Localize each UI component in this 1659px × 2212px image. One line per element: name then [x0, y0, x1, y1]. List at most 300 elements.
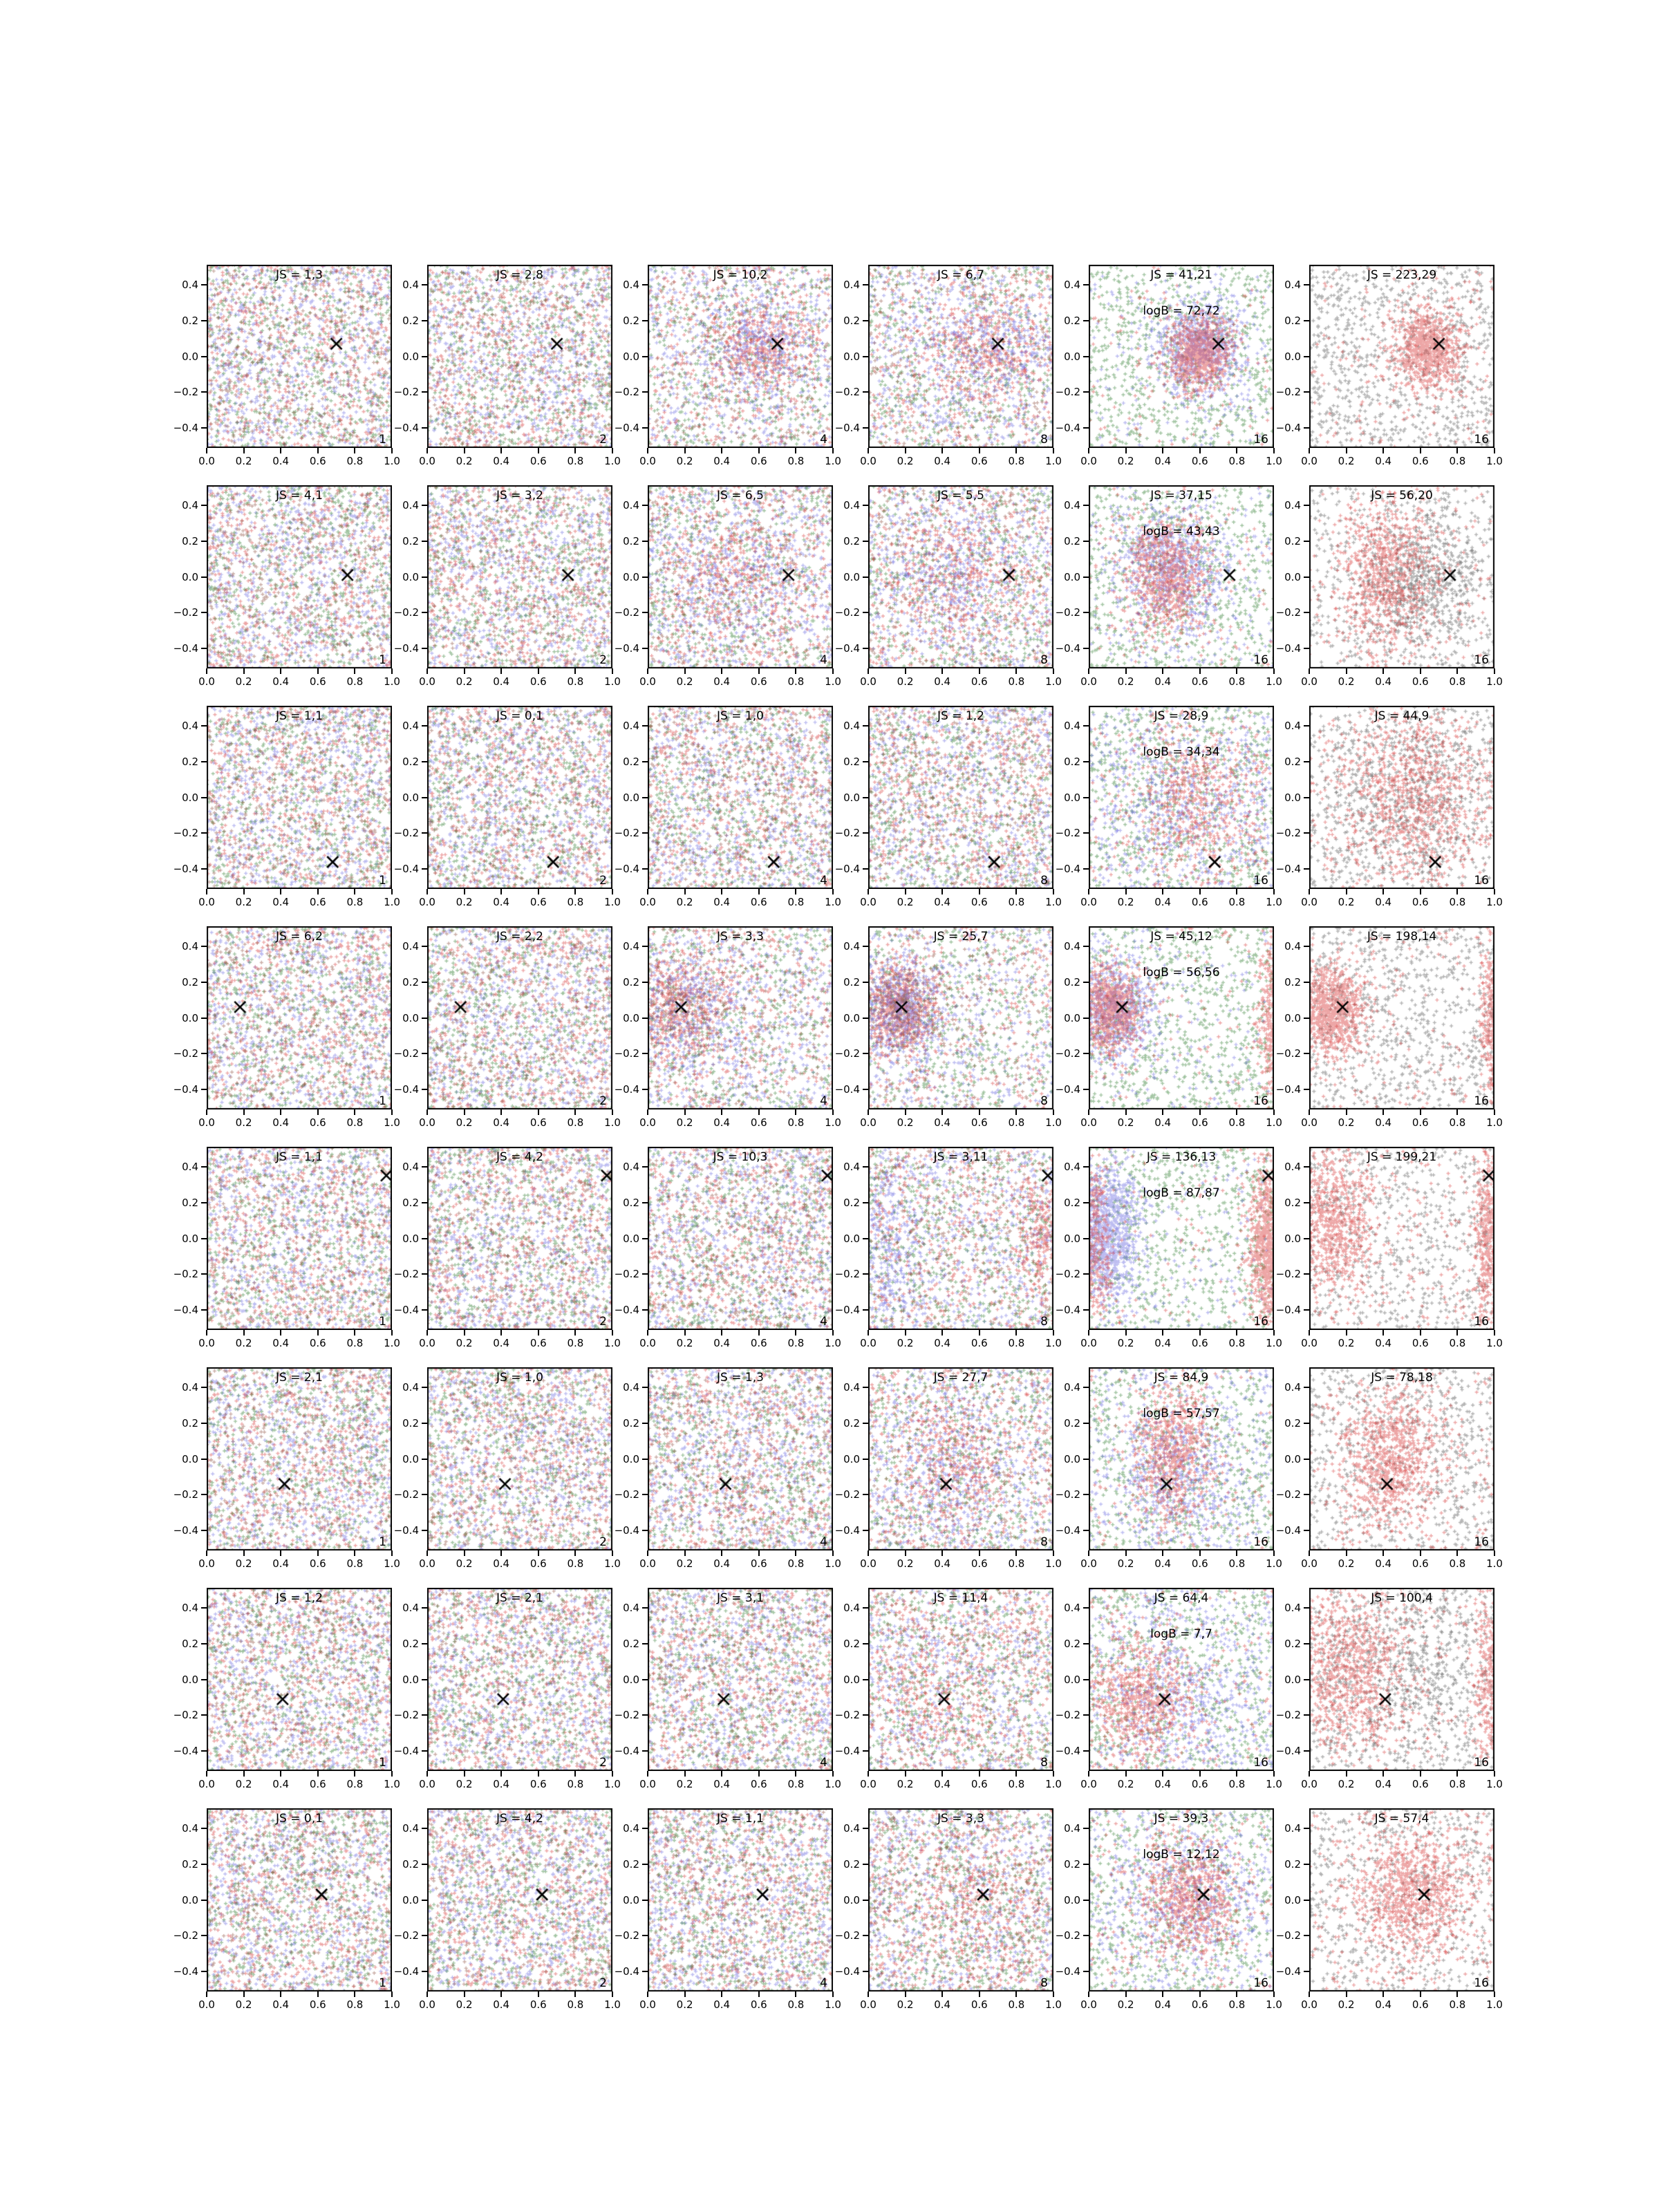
x-tick-label: 0.6 [529, 1337, 547, 1349]
y-tick-mark [1304, 1053, 1309, 1054]
y-tick-mark [1083, 725, 1089, 727]
chain-count-label: 4 [820, 1756, 827, 1770]
x-tick-mark [758, 1991, 760, 1997]
y-tick-mark [1083, 1166, 1089, 1168]
chain-count-label: 2 [599, 653, 607, 667]
y-tick-label: 0.2 [182, 314, 198, 327]
x-tick-mark [1125, 1109, 1127, 1115]
scatter-canvas [648, 265, 833, 448]
x-tick-label: 0.0 [1301, 1337, 1318, 1349]
x-tick-mark [574, 1109, 576, 1115]
y-tick-label: −0.2 [1275, 386, 1301, 399]
y-tick-label: −0.4 [393, 1304, 419, 1317]
x-tick-label: 1.0 [1486, 1116, 1503, 1129]
x-tick-mark [647, 1991, 648, 1997]
y-tick-label: −0.2 [1055, 1929, 1080, 1942]
y-tick-mark [1304, 1530, 1309, 1531]
y-tick-label: 0.2 [623, 1637, 639, 1650]
y-tick-label: 0.0 [402, 1011, 419, 1024]
y-tick-label: 0.4 [623, 1160, 639, 1173]
x-tick-label: 0.2 [1338, 1557, 1355, 1570]
x-tick-mark [317, 448, 319, 453]
y-tick-mark [201, 1900, 207, 1901]
y-tick-mark [1304, 1387, 1309, 1388]
y-tick-label: 0.2 [182, 1637, 198, 1650]
x-tick-label: 0.8 [1228, 675, 1246, 688]
x-tick-mark [500, 668, 502, 674]
y-tick-mark [1083, 612, 1089, 613]
scatter-canvas [1089, 1147, 1274, 1330]
y-tick-mark [201, 1423, 207, 1424]
y-tick-label: 0.0 [402, 1452, 419, 1465]
x-tick-label: 1.0 [1045, 1557, 1062, 1570]
y-tick-mark [422, 1828, 427, 1829]
y-tick-label: 0.0 [402, 791, 419, 804]
y-tick-mark [642, 1900, 648, 1901]
y-tick-mark [201, 1053, 207, 1054]
y-tick-mark [1083, 356, 1089, 357]
y-tick-mark [642, 1309, 648, 1311]
chain-count-label: 2 [599, 1976, 607, 1990]
x-tick-label: 0.0 [198, 1778, 215, 1790]
x-tick-mark [1162, 1330, 1163, 1335]
x-tick-mark [832, 668, 834, 674]
x-tick-label: 0.2 [897, 675, 914, 688]
chain-count-label: 2 [599, 1094, 607, 1108]
y-tick-label: 0.2 [1284, 755, 1301, 768]
x-tick-label: 0.6 [750, 675, 767, 688]
y-tick-mark [1304, 982, 1309, 983]
x-tick-mark [1015, 1109, 1017, 1115]
y-tick-label: −0.4 [1275, 1745, 1301, 1758]
scatter-panel [173, 1367, 400, 1570]
y-tick-mark [1083, 1530, 1089, 1531]
x-tick-label: 0.8 [1449, 1778, 1466, 1790]
x-tick-label: 0.2 [456, 455, 473, 467]
scatter-canvas [868, 1147, 1053, 1330]
scatter-panel [393, 1808, 621, 2011]
y-tick-mark [1083, 1971, 1089, 1972]
x-tick-label: 0.0 [419, 1557, 435, 1570]
x-tick-mark [243, 668, 245, 674]
x-tick-label: 0.4 [1375, 675, 1392, 688]
x-tick-label: 0.0 [639, 896, 656, 908]
y-tick-mark [863, 391, 868, 393]
chain-count-label: 16 [1253, 874, 1268, 888]
x-tick-mark [1015, 889, 1017, 894]
x-tick-label: 0.6 [1191, 1998, 1208, 2011]
logb-annotation: logB = 56,56 [1143, 966, 1220, 980]
chain-count-label: 16 [1474, 653, 1489, 667]
x-tick-label: 1.0 [825, 1116, 841, 1129]
x-tick-label: 0.4 [1375, 455, 1392, 467]
x-tick-mark [758, 1550, 760, 1556]
y-tick-mark [422, 612, 427, 613]
x-tick-mark [500, 1991, 502, 1997]
y-tick-mark [642, 1053, 648, 1054]
y-tick-mark [1083, 1089, 1089, 1090]
y-tick-mark [1304, 1202, 1309, 1203]
y-tick-mark [1304, 1935, 1309, 1936]
x-tick-mark [317, 1330, 319, 1335]
y-tick-mark [642, 1166, 648, 1168]
y-tick-mark [1304, 1971, 1309, 1972]
scatter-canvas [207, 1808, 392, 1991]
scatter-canvas [1309, 926, 1494, 1109]
y-tick-mark [1083, 1459, 1089, 1460]
x-tick-mark [941, 1991, 943, 1997]
y-tick-label: −0.4 [614, 1524, 639, 1537]
scatter-canvas [207, 1367, 392, 1550]
x-tick-mark [1420, 1991, 1421, 1997]
x-tick-mark [1309, 889, 1310, 894]
js-annotation: JS = 100,4 [1371, 1591, 1433, 1605]
x-tick-label: 0.2 [456, 675, 473, 688]
x-tick-mark [538, 1330, 539, 1335]
y-tick-label: 0.2 [1064, 755, 1080, 768]
scatter-panel [614, 265, 841, 467]
x-tick-label: 0.8 [567, 455, 584, 467]
x-tick-mark [1273, 1330, 1275, 1335]
x-tick-label: 0.0 [419, 675, 435, 688]
y-tick-label: 0.4 [623, 939, 639, 953]
x-tick-mark [500, 1550, 502, 1556]
x-tick-mark [684, 1550, 686, 1556]
y-tick-mark [201, 1166, 207, 1168]
x-tick-label: 0.8 [1449, 455, 1466, 467]
x-tick-label: 1.0 [384, 455, 400, 467]
y-tick-label: −0.2 [393, 1268, 419, 1281]
chain-count-label: 4 [820, 874, 827, 888]
x-tick-label: 1.0 [1486, 1557, 1503, 1570]
y-tick-label: 0.2 [843, 1196, 860, 1209]
y-tick-label: 0.2 [1284, 1416, 1301, 1430]
x-tick-mark [612, 889, 613, 894]
y-tick-label: 0.0 [1284, 791, 1301, 804]
x-tick-label: 0.8 [346, 1778, 364, 1790]
y-tick-mark [1304, 1459, 1309, 1460]
y-tick-mark [1304, 541, 1309, 542]
chain-count-label: 1 [379, 874, 386, 888]
x-tick-mark [941, 1771, 943, 1777]
x-tick-mark [832, 1109, 834, 1115]
y-tick-mark [1083, 284, 1089, 285]
scatter-panel [1055, 1367, 1282, 1570]
y-tick-label: 0.0 [182, 1673, 198, 1686]
y-tick-mark [201, 1828, 207, 1829]
y-tick-mark [642, 1971, 648, 1972]
y-tick-mark [642, 1273, 648, 1275]
y-tick-label: −0.4 [1275, 1524, 1301, 1537]
chain-count-label: 16 [1474, 874, 1489, 888]
y-tick-label: −0.4 [614, 1083, 639, 1096]
x-tick-mark [758, 1330, 760, 1335]
x-tick-mark [979, 889, 980, 894]
y-tick-mark [1083, 1387, 1089, 1388]
y-tick-mark [642, 427, 648, 429]
scatter-canvas [868, 926, 1053, 1109]
y-tick-mark [642, 1530, 648, 1531]
y-tick-mark [201, 1018, 207, 1019]
x-tick-label: 0.8 [567, 1998, 584, 2011]
x-tick-mark [1420, 1771, 1421, 1777]
scatter-panel [1275, 1588, 1503, 1790]
x-tick-label: 0.8 [1228, 1337, 1246, 1349]
y-tick-label: 0.2 [843, 1637, 860, 1650]
js-annotation: JS = 6,7 [937, 268, 984, 282]
y-tick-mark [422, 1607, 427, 1609]
y-tick-mark [863, 1750, 868, 1752]
x-tick-label: 0.0 [639, 1337, 656, 1349]
y-tick-mark [422, 505, 427, 506]
x-tick-mark [280, 1109, 281, 1115]
x-tick-mark [464, 1991, 465, 1997]
y-tick-label: 0.4 [182, 498, 198, 512]
x-tick-mark [1125, 1771, 1127, 1777]
scatter-panel [614, 1367, 841, 1570]
scatter-canvas [1309, 1588, 1494, 1771]
y-tick-mark [642, 505, 648, 506]
y-tick-mark [642, 1643, 648, 1644]
x-tick-label: 0.0 [419, 1778, 435, 1790]
y-tick-label: 0.2 [402, 1416, 419, 1430]
y-tick-mark [863, 832, 868, 834]
scatter-panel [393, 926, 621, 1129]
x-tick-label: 0.2 [235, 1778, 252, 1790]
y-tick-mark [863, 505, 868, 506]
x-tick-mark [832, 1771, 834, 1777]
js-annotation: JS = 3,2 [496, 489, 543, 503]
js-annotation: JS = 2,1 [276, 1371, 323, 1385]
x-tick-mark [795, 1771, 796, 1777]
x-tick-label: 0.0 [198, 455, 215, 467]
y-tick-mark [863, 1607, 868, 1609]
y-tick-mark [422, 1089, 427, 1090]
x-tick-label: 1.0 [1045, 455, 1062, 467]
y-tick-mark [1083, 1423, 1089, 1424]
x-tick-label: 0.8 [787, 1778, 805, 1790]
y-tick-label: 0.4 [402, 719, 419, 732]
x-tick-label: 0.2 [676, 1778, 693, 1790]
y-tick-mark [201, 1238, 207, 1239]
x-tick-mark [941, 1330, 943, 1335]
x-tick-label: 0.0 [1301, 455, 1318, 467]
x-tick-label: 0.0 [860, 896, 877, 908]
x-tick-mark [206, 1550, 207, 1556]
scatter-canvas [1089, 926, 1274, 1109]
y-tick-label: −0.2 [1275, 1488, 1301, 1501]
x-tick-mark [758, 668, 760, 674]
y-tick-label: −0.4 [393, 863, 419, 876]
chain-count-label: 16 [1253, 433, 1268, 447]
x-tick-label: 0.4 [272, 675, 290, 688]
y-tick-label: 0.2 [843, 1857, 860, 1871]
x-tick-mark [612, 1550, 613, 1556]
x-tick-label: 0.8 [1008, 1557, 1025, 1570]
y-tick-label: 0.2 [182, 1857, 198, 1871]
y-tick-mark [1083, 1935, 1089, 1936]
y-tick-mark [1304, 1238, 1309, 1239]
x-tick-label: 0.6 [971, 1337, 988, 1349]
y-tick-label: −0.4 [1055, 863, 1080, 876]
y-tick-mark [863, 577, 868, 578]
x-tick-mark [1309, 1550, 1310, 1556]
x-tick-mark [1346, 1109, 1347, 1115]
y-tick-label: −0.4 [173, 642, 198, 655]
x-tick-label: 0.8 [1008, 1337, 1025, 1349]
y-tick-label: 0.2 [623, 1416, 639, 1430]
x-tick-mark [354, 1330, 355, 1335]
x-tick-label: 0.4 [934, 1778, 951, 1790]
x-tick-label: 0.4 [1375, 1557, 1392, 1570]
x-tick-label: 0.6 [750, 896, 767, 908]
x-tick-mark [1273, 1109, 1275, 1115]
x-tick-mark [1088, 1550, 1089, 1556]
x-tick-mark [905, 1771, 906, 1777]
x-tick-label: 0.2 [1117, 1116, 1134, 1129]
y-tick-mark [1304, 284, 1309, 285]
y-tick-label: 0.0 [623, 1673, 639, 1686]
y-tick-label: −0.4 [1275, 1083, 1301, 1096]
chain-count-label: 4 [820, 653, 827, 667]
y-tick-mark [201, 1971, 207, 1972]
x-tick-mark [612, 448, 613, 453]
y-tick-mark [1083, 1679, 1089, 1680]
x-tick-label: 0.8 [346, 455, 364, 467]
x-tick-mark [868, 1991, 869, 1997]
x-tick-mark [721, 1109, 722, 1115]
logb-annotation: logB = 43,43 [1143, 525, 1220, 538]
chain-count-label: 8 [1040, 1976, 1048, 1990]
y-tick-label: −0.4 [614, 1965, 639, 1978]
y-tick-label: −0.4 [834, 1965, 860, 1978]
x-tick-mark [1199, 448, 1201, 453]
y-tick-mark [201, 1714, 207, 1716]
y-tick-mark [642, 725, 648, 727]
js-annotation: JS = 6,2 [276, 930, 323, 944]
y-tick-mark [422, 320, 427, 321]
x-tick-mark [464, 889, 465, 894]
x-tick-mark [1199, 1550, 1201, 1556]
scatter-panel [173, 1808, 400, 2011]
y-tick-mark [1304, 1864, 1309, 1865]
y-tick-mark [422, 797, 427, 798]
x-tick-mark [1494, 1991, 1495, 1997]
x-tick-label: 0.0 [1080, 896, 1097, 908]
y-tick-label: 0.4 [402, 939, 419, 953]
chain-count-label: 16 [1253, 1535, 1268, 1549]
y-tick-label: −0.2 [173, 386, 198, 399]
x-tick-mark [317, 1991, 319, 1997]
y-tick-mark [642, 761, 648, 762]
x-tick-label: 0.2 [897, 896, 914, 908]
y-tick-mark [642, 1202, 648, 1203]
x-tick-label: 0.0 [1080, 675, 1097, 688]
y-tick-mark [1304, 832, 1309, 834]
x-tick-mark [1015, 1330, 1017, 1335]
x-tick-mark [280, 668, 281, 674]
x-tick-label: 0.4 [272, 1998, 290, 2011]
y-tick-mark [422, 832, 427, 834]
y-tick-label: −0.4 [1055, 1745, 1080, 1758]
x-tick-mark [1309, 1991, 1310, 1997]
y-tick-label: 0.4 [1064, 278, 1080, 291]
x-tick-label: 0.4 [272, 455, 290, 467]
y-tick-label: 0.0 [1284, 1452, 1301, 1465]
x-tick-mark [243, 448, 245, 453]
x-tick-mark [1309, 1771, 1310, 1777]
y-tick-label: 0.4 [1284, 278, 1301, 291]
x-tick-label: 0.8 [567, 675, 584, 688]
y-tick-label: −0.2 [834, 827, 860, 840]
x-tick-mark [500, 1109, 502, 1115]
logb-annotation: logB = 34,34 [1143, 745, 1220, 759]
y-tick-label: 0.0 [623, 570, 639, 583]
x-tick-label: 0.2 [456, 1998, 473, 2011]
y-tick-label: −0.2 [173, 1268, 198, 1281]
y-tick-label: 0.2 [1064, 314, 1080, 327]
y-tick-mark [201, 427, 207, 429]
x-tick-mark [1162, 668, 1163, 674]
y-tick-mark [863, 1864, 868, 1865]
y-tick-label: −0.4 [1275, 1965, 1301, 1978]
y-tick-label: 0.0 [623, 1452, 639, 1465]
x-tick-mark [1125, 1991, 1127, 1997]
y-tick-label: 0.4 [1284, 1821, 1301, 1835]
x-tick-label: 0.6 [1191, 896, 1208, 908]
x-tick-mark [1346, 889, 1347, 894]
x-tick-mark [795, 1991, 796, 1997]
y-tick-mark [1304, 761, 1309, 762]
y-tick-mark [1083, 946, 1089, 947]
scatter-canvas [1309, 1808, 1494, 1991]
y-tick-mark [1304, 391, 1309, 393]
x-tick-label: 1.0 [384, 1998, 400, 2011]
y-tick-label: −0.2 [1275, 827, 1301, 840]
y-tick-label: −0.2 [614, 827, 639, 840]
y-tick-label: 0.2 [1284, 1637, 1301, 1650]
chain-count-label: 1 [379, 1535, 386, 1549]
x-tick-mark [1273, 448, 1275, 453]
js-annotation: JS = 4,2 [496, 1812, 543, 1826]
x-tick-mark [684, 448, 686, 453]
y-tick-label: −0.4 [1055, 642, 1080, 655]
x-tick-label: 1.0 [604, 1337, 621, 1349]
scatter-canvas [648, 706, 833, 889]
y-tick-mark [642, 1089, 648, 1090]
scatter-panel [614, 926, 841, 1129]
y-tick-label: −0.4 [1275, 642, 1301, 655]
y-tick-mark [1083, 1714, 1089, 1716]
y-tick-label: 0.4 [1284, 1601, 1301, 1614]
chain-count-label: 1 [379, 653, 386, 667]
y-tick-mark [863, 541, 868, 542]
x-tick-label: 1.0 [1045, 1998, 1062, 2011]
x-tick-mark [979, 1109, 980, 1115]
x-tick-label: 0.4 [934, 896, 951, 908]
x-tick-label: 0.4 [713, 1116, 731, 1129]
x-tick-mark [1382, 668, 1384, 674]
y-tick-label: −0.2 [834, 1268, 860, 1281]
x-tick-mark [1088, 1330, 1089, 1335]
x-tick-mark [1494, 448, 1495, 453]
y-tick-label: 0.4 [402, 1380, 419, 1394]
js-annotation: JS = 57,4 [1374, 1812, 1430, 1826]
x-tick-mark [243, 1771, 245, 1777]
x-tick-label: 0.2 [456, 1337, 473, 1349]
scatter-panel [614, 485, 841, 688]
chain-count-label: 4 [820, 1976, 827, 1990]
